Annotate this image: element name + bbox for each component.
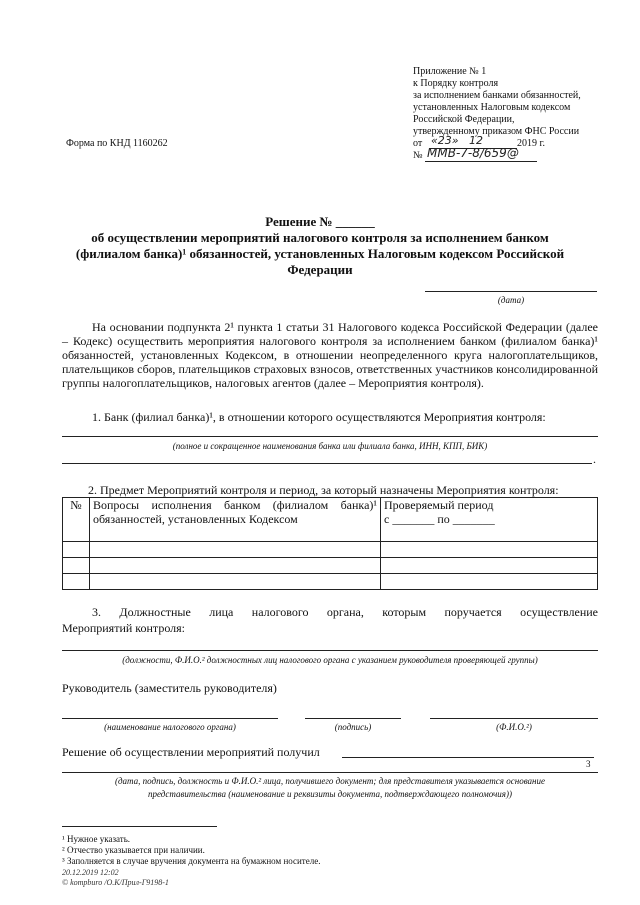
appendix-line: Российской Федерации, [413, 114, 515, 125]
tax-authority-field-line[interactable] [62, 718, 278, 719]
print-stamp-id: © kompburo /О.К/Прил-Г9198-1 [62, 878, 169, 887]
period-range: с _______ по _______ [384, 512, 495, 526]
title-line: об осуществлении мероприятий налогового контроля за исполнением банком [91, 230, 549, 245]
footnote-3: ³ Заполняется в случае вручения документа на бумажном носителе. [62, 856, 321, 866]
title-line: Федерации [287, 262, 353, 277]
appendix-block [413, 66, 628, 164]
appendix-date: от «23» 12 2019 г. [413, 134, 545, 149]
table-cell[interactable] [63, 542, 90, 558]
table-header-row [63, 498, 598, 542]
bank-name-caption: (полное и сокращенное наименования банка или филиала банка, ИНН, КПП, БИК) [172, 441, 488, 451]
table-cell[interactable] [63, 558, 90, 574]
appendix-line: Приложение № 1 [413, 66, 487, 77]
handwritten-day: «23» [431, 134, 459, 147]
appendix-line: утвержденному приказом ФНС России [413, 126, 580, 137]
received-label: Решение об осуществлении мероприятий получил [62, 745, 320, 759]
title-line: (филиалом банка)¹ обязанностей, установленных Налоговым кодексом Российской [75, 246, 565, 261]
number-underline [425, 161, 537, 162]
appendix-line: к Порядку контроля [413, 78, 499, 89]
table-row [63, 542, 598, 558]
received-field-line[interactable] [342, 757, 594, 758]
officials-field-line[interactable] [62, 650, 598, 651]
intro-paragraph: На основании подпункта 2¹ пункта 1 статьи 31 Налогового кодекса Российской Федерации (далее – Кодекс) осуществить мероприятия налогового контроля за исполнением банком (филиалом банка)¹ обязанностей, установленных Кодексом, в отношении неопределенного круга налогоплательщиков, плательщиков сборов, плательщиков страховых взносов, ответственных участников консолидированной группы налогоплательщиков, налоговых агентов (далее – Мероприятия контроля). [62, 320, 598, 390]
signature-caption: (подпись) [334, 722, 372, 732]
col-questions-header: Вопросы исполнения банком (филиалом банка)¹ обязанностей, установленных Кодексом [90, 498, 381, 542]
table-cell[interactable] [381, 558, 598, 574]
table-row [63, 574, 598, 590]
footnote-1: ¹ Нужное указать. [62, 834, 131, 844]
section1-text: 1. Банк (филиал банка)¹, в отношении которого осуществляются Мероприятия контроля: [92, 410, 546, 424]
footnote-divider [62, 826, 217, 827]
appendix-line: за исполнением банками обязанностей, [413, 90, 581, 101]
section3-text-line1: 3. Должностные лица налогового органа, которым поручается осуществление [92, 605, 598, 619]
table-cell[interactable] [90, 542, 381, 558]
signature-field-line[interactable] [305, 718, 401, 719]
date-caption: (дата) [497, 295, 525, 305]
section3-text-line2: Мероприятий контроля: [62, 621, 186, 635]
bank-name-field-line-2[interactable] [62, 463, 592, 464]
appendix-line: установленных Налоговым кодексом [413, 102, 571, 113]
handwritten-month: 12 [469, 134, 483, 147]
handwritten-number: ММВ-7-8/659@ [427, 146, 519, 160]
end-dot: . [593, 452, 596, 466]
form-code: Форма по КНД 1160262 [66, 138, 168, 149]
footnote-mark-3: 3 [586, 759, 591, 769]
appendix-number: № ММВ-7-8/659@ [413, 150, 628, 164]
head-label: Руководитель (заместитель руководителя) [62, 681, 277, 695]
control-subject-table [62, 497, 598, 590]
received-field-line-2[interactable] [62, 772, 598, 773]
officials-caption: (должности, Ф.И.О.² должностных лиц налогового органа с указанием руководителя проверяющей группы) [122, 655, 538, 665]
table-cell[interactable] [381, 574, 598, 590]
table-cell[interactable] [63, 574, 90, 590]
table-cell[interactable] [90, 574, 381, 590]
date-field-line[interactable] [425, 291, 597, 292]
table-row [63, 558, 598, 574]
period-label: Проверяемый период [384, 498, 494, 512]
col-period-header [381, 498, 598, 542]
footnote-2: ² Отчество указывается при наличии. [62, 845, 205, 855]
print-stamp-date: 20.12.2019 12:02 [62, 868, 119, 877]
section2-text: 2. Предмет Мероприятий контроля и период, за который назначены Мероприятия контроля: [88, 483, 559, 497]
fio-caption: (Ф.И.О.²) [496, 722, 532, 732]
fio-field-line[interactable] [430, 718, 598, 719]
col-number-header: № [63, 498, 90, 542]
received-caption-line1: (дата, подпись, должность и Ф.И.О.² лица, получившего документ; для представителя указывается основание [114, 776, 545, 786]
table-cell[interactable] [381, 542, 598, 558]
title-line: Решение № ______ [265, 214, 375, 229]
received-caption-line2: представительства (наименование и реквизиты документа, подтверждающего полномочия)) [148, 789, 512, 799]
table-cell[interactable] [90, 558, 381, 574]
tax-authority-caption: (наименование налогового органа) [104, 722, 236, 732]
bank-name-field-line[interactable] [62, 436, 598, 437]
page-title [40, 214, 600, 278]
